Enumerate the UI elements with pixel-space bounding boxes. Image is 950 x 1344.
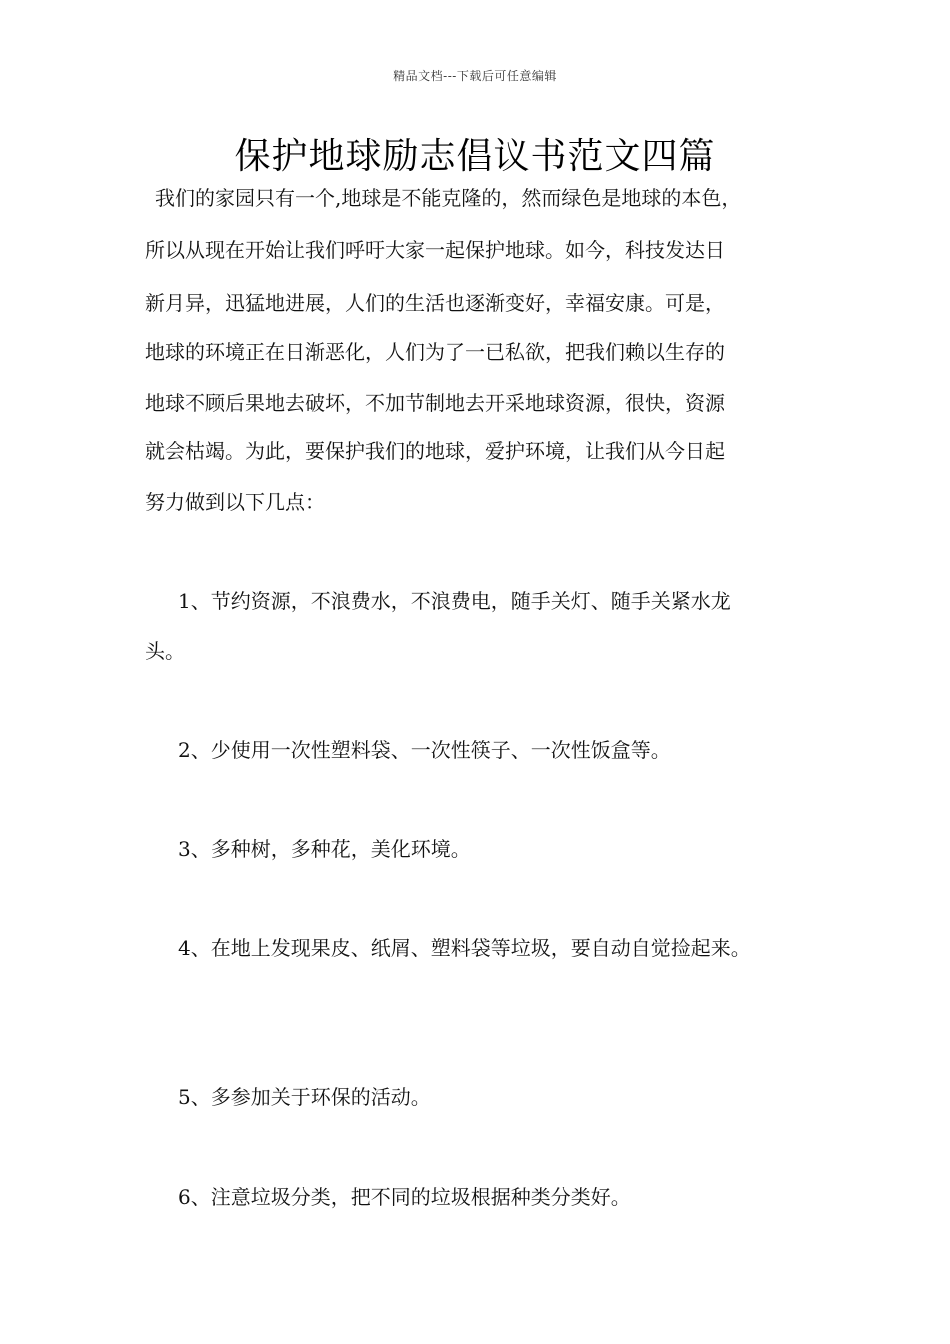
list-item-1-line-1: 1、节约资源，不浪费水，不浪费电，随手关灯、随手关紧水龙 [178,589,731,613]
intro-line-3: 新月异，迅猛地进展，人们的生活也逐渐变好，幸福安康。可是， [145,291,725,315]
list-item-2: 2、少使用一次性塑料袋、一次性筷子、一次性饭盒等。 [178,738,671,762]
header-note: 精品文档---下载后可任意编辑 [393,69,557,83]
list-item-6: 6、注意垃圾分类，把不同的垃圾根据种类分类好。 [178,1185,631,1209]
intro-line-4: 地球的环境正在日渐恶化，人们为了一已私欲，把我们赖以生存的 [145,340,725,364]
list-item-1-line-2: 头。 [145,639,185,663]
intro-line-2: 所以从现在开始让我们呼吁大家一起保护地球。如今，科技发达日 [145,238,725,262]
intro-line-6: 就会枯竭。为此，要保护我们的地球，爱护环境，让我们从今日起 [145,439,725,463]
list-item-5: 5、多参加关于环保的活动。 [178,1085,431,1109]
intro-line-1: 我们的家园只有一个,地球是不能克隆的，然而绿色是地球的本色， [155,186,742,210]
list-item-3: 3、多种树，多种花，美化环境。 [178,837,471,861]
list-item-4: 4、在地上发现果皮、纸屑、塑料袋等垃圾，要自动自觉捡起来。 [178,936,751,960]
intro-line-7: 努力做到以下几点： [145,490,325,514]
intro-line-5: 地球不顾后果地去破坏，不加节制地去开采地球资源，很快，资源 [145,391,725,415]
page-title: 保护地球励志倡议书范文四篇 [234,136,716,177]
